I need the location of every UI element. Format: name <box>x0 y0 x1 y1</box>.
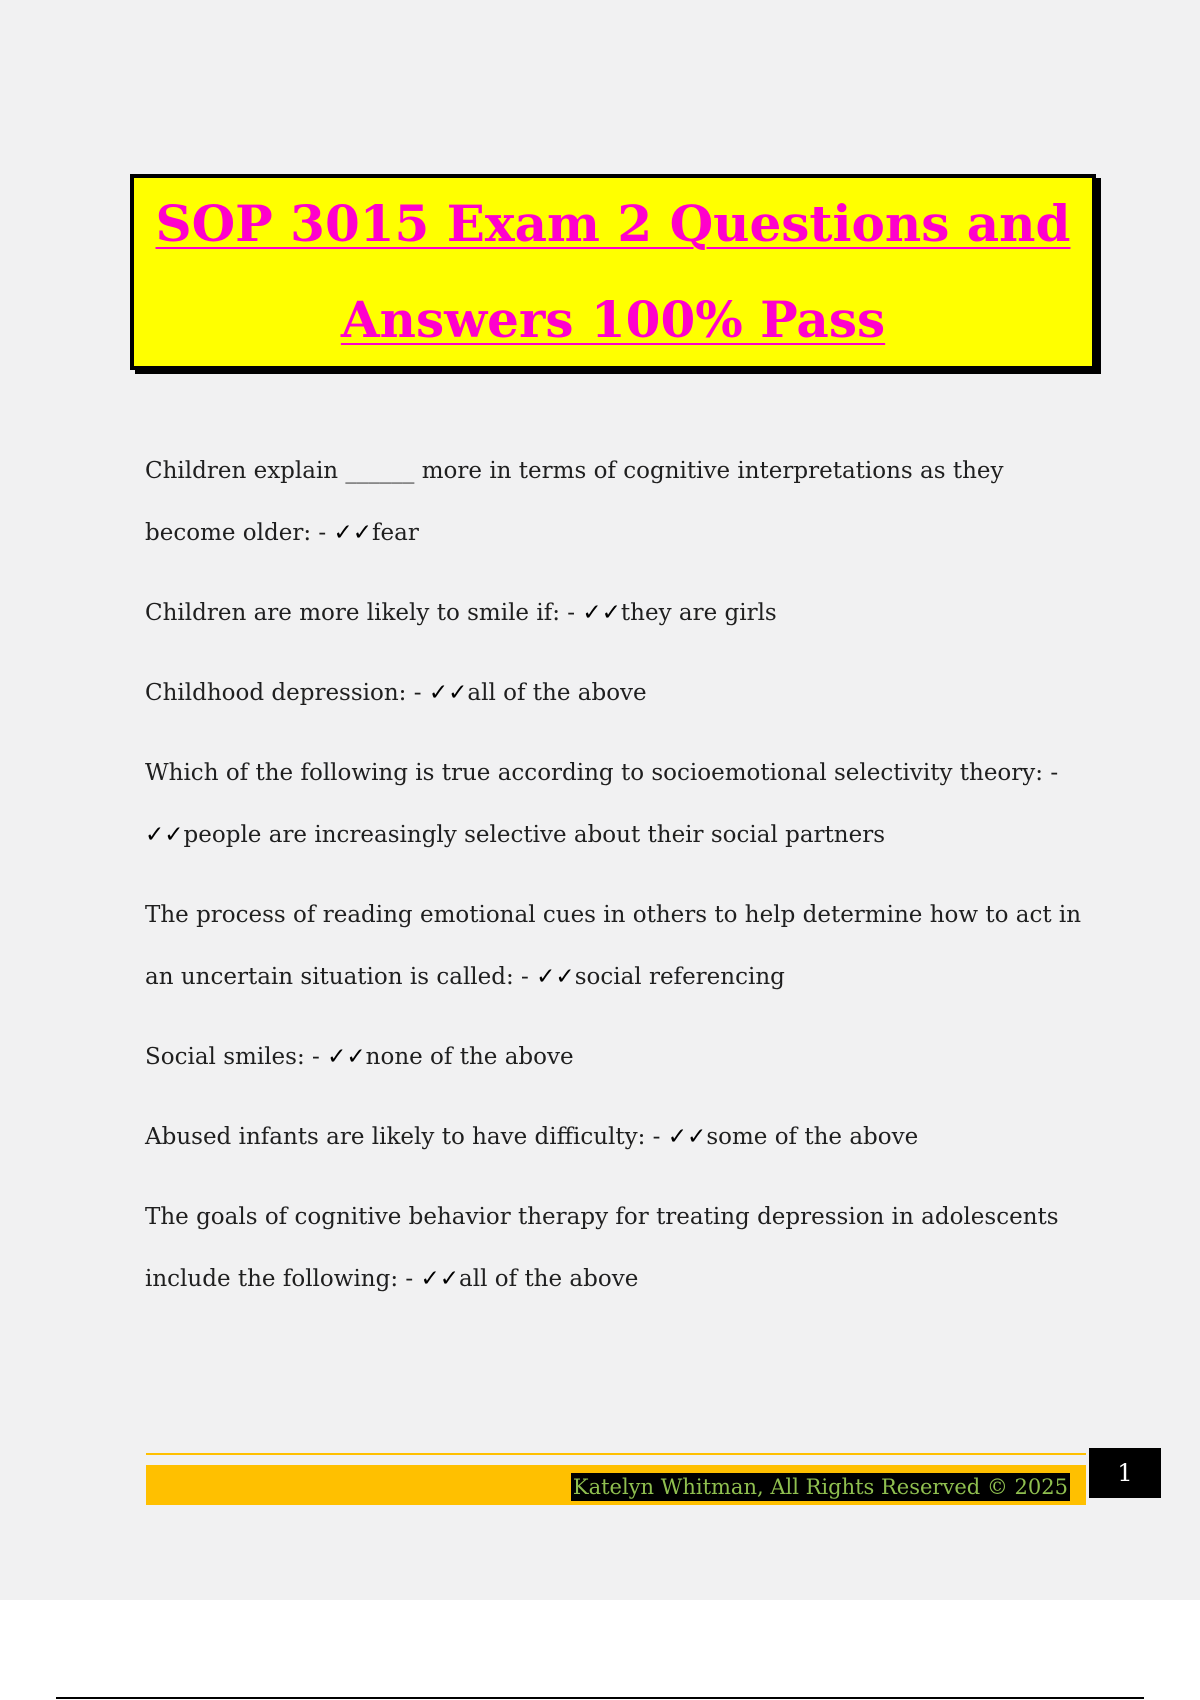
answer-text: fear <box>372 520 419 546</box>
question-text: Children are more likely to smile if: - <box>145 600 583 626</box>
qa-item <box>145 1186 1085 1310</box>
answer-text: some of the above <box>706 1124 919 1150</box>
qa-list <box>145 440 1085 1328</box>
question-text: Abused infants are likely to have difficulty: - <box>145 1124 668 1150</box>
page-number: 1 <box>1089 1448 1161 1498</box>
question-text: Childhood depression: - <box>145 680 429 706</box>
double-check-icon: ✓✓ <box>420 1266 460 1292</box>
page-separator <box>56 1697 1144 1699</box>
qa-item <box>145 582 1085 644</box>
answer-text: all of the above <box>467 680 647 706</box>
answer-text: all of the above <box>459 1266 639 1292</box>
answer-text: none of the above <box>365 1044 574 1070</box>
question-text: The goals of cognitive behavior therapy for treating depression in adolescents include the following: - <box>145 1204 1059 1292</box>
footer-divider <box>146 1453 1086 1455</box>
double-check-icon: ✓✓ <box>582 600 621 626</box>
question-text: Social smiles: - <box>145 1044 328 1070</box>
footer-bar <box>146 1465 1086 1505</box>
double-check-icon: ✓✓ <box>536 964 575 990</box>
double-check-icon: ✓✓ <box>145 822 184 848</box>
question-text: The process of reading emotional cues in others to help determine how to act in an uncertain situation is called: - <box>145 902 1082 990</box>
title-line-2: Answers 100% Pass <box>340 290 886 349</box>
answer-text: they are girls <box>620 600 777 626</box>
qa-item <box>145 884 1085 1008</box>
title-box <box>130 174 1096 370</box>
title-line-1: SOP 3015 Exam 2 Questions and <box>155 194 1071 253</box>
qa-item <box>145 440 1085 564</box>
double-check-icon: ✓✓ <box>333 520 373 546</box>
qa-item <box>145 1026 1085 1088</box>
answer-text: people are increasingly selective about their social partners <box>183 822 886 848</box>
qa-item <box>145 1106 1085 1168</box>
copyright-notice: Katelyn Whitman, All Rights Reserved © 2025 <box>572 1475 1068 1499</box>
question-text: Children explain ______ more in terms of cognitive interpretations as they become older: - <box>145 458 1004 546</box>
double-check-icon: ✓✓ <box>327 1044 366 1070</box>
question-text: Which of the following is true according to socioemotional selectivity theory: - <box>145 760 1059 786</box>
qa-item <box>145 742 1085 866</box>
qa-item <box>145 662 1085 724</box>
double-check-icon: ✓✓ <box>667 1124 707 1150</box>
double-check-icon: ✓✓ <box>428 680 468 706</box>
answer-text: social referencing <box>574 964 785 990</box>
